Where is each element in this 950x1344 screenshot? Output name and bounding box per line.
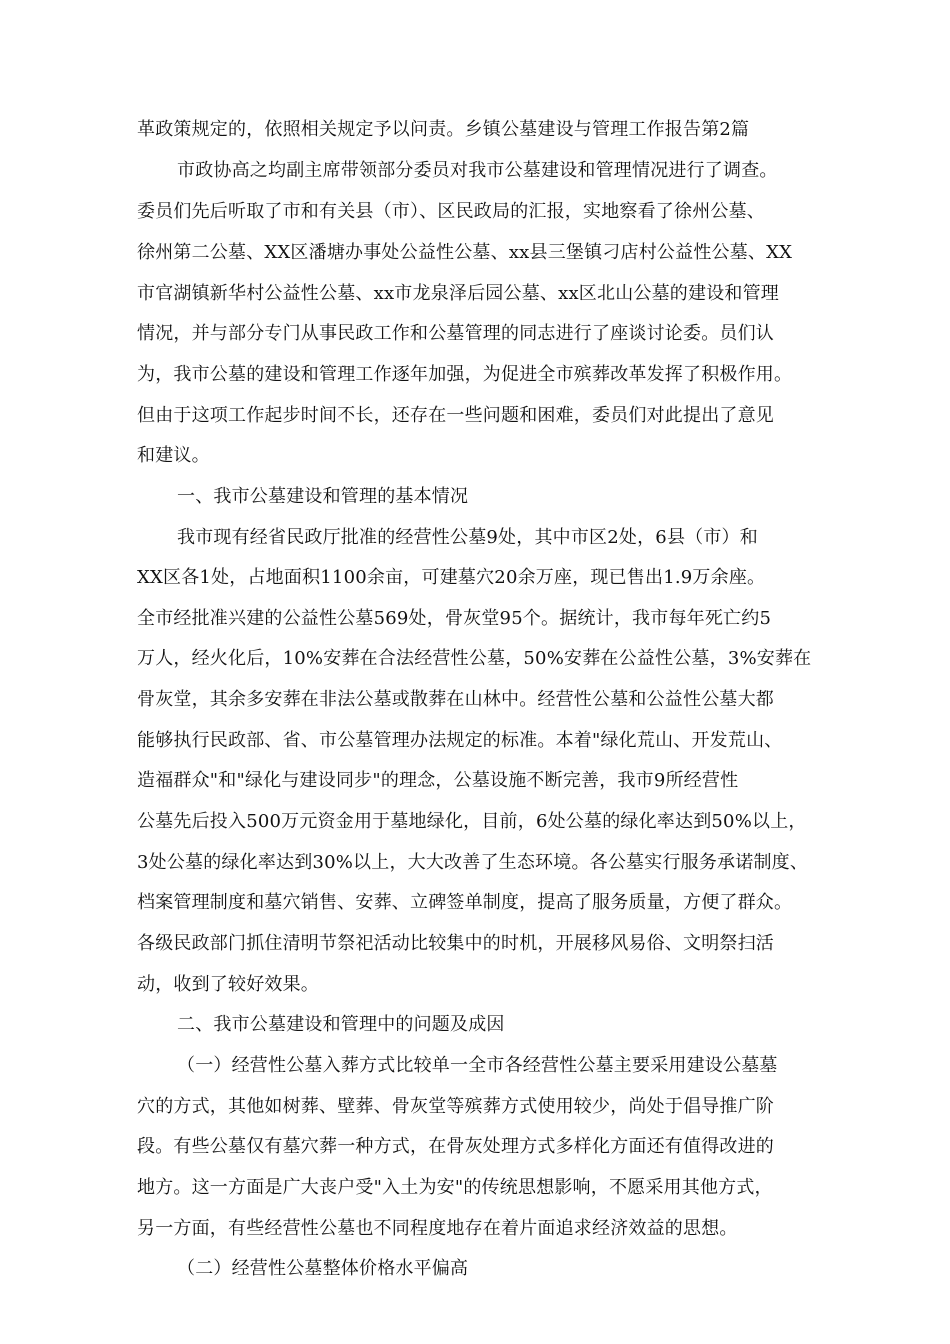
text-line: 档案管理制度和墓穴销售、安葬、立碑签单制度，提高了服务质量，方便了群众。 — [137, 892, 793, 913]
text-line: XX区各1处，占地面积1100余亩，可建墓穴20余万座，现已售出1.9万余座。 — [137, 567, 766, 588]
text-line: 动，收到了较好效果。 — [137, 974, 319, 995]
section-heading: 二、我市公墓建设和管理中的问题及成因 — [177, 1014, 505, 1035]
subsection-heading: （一）经营性公墓入葬方式比较单一全市各经营性公墓主要采用建设公墓墓 — [177, 1055, 778, 1076]
text-line: 造福群众"和"绿化与建设同步"的理念，公墓设施不断完善，我市9所经营性 — [137, 770, 739, 791]
text-line: 骨灰堂，其余多安葬在非法公墓或散葬在山林中。经营性公墓和公益性公墓大都 — [137, 689, 774, 710]
paragraph-start-line: 市政协高之均副主席带领部分委员对我市公墓建设和管理情况进行了调查。 — [177, 160, 778, 181]
text-line: 段。有些公墓仅有墓穴葬一种方式，在骨灰处理方式多样化方面还有值得改进的 — [137, 1136, 774, 1157]
text-line: 另一方面，有些经营性公墓也不同程度地存在着片面追求经济效益的思想。 — [137, 1218, 738, 1239]
text-line: 情况，并与部分专门从事民政工作和公墓管理的同志进行了座谈讨论委。员们认 — [137, 323, 774, 344]
text-line: 各级民政部门抓住清明节祭祀活动比较集中的时机，开展移风易俗、文明祭扫活 — [137, 933, 774, 954]
paragraph-start-line: 我市现有经省民政厅批准的经营性公墓9处，其中市区2处，6县（市）和 — [177, 527, 758, 548]
subsection-heading: （二）经营性公墓整体价格水平偏高 — [177, 1258, 469, 1279]
text-line: 徐州第二公墓、XX区潘塘办事处公益性公墓、xx县三堡镇刁店村公益性公墓、XX — [137, 242, 793, 263]
text-line: 和建议。 — [137, 445, 210, 466]
text-line: 穴的方式，其他如树葬、壁葬、骨灰堂等殡葬方式使用较少，尚处于倡导推广阶 — [137, 1096, 774, 1117]
section-heading: 一、我市公墓建设和管理的基本情况 — [177, 486, 469, 507]
text-line: 万人，经火化后，10%安葬在合法经营性公墓，50%安葬在公益性公墓，3%安葬在 — [137, 648, 812, 669]
text-line: 能够执行民政部、省、市公墓管理办法规定的标准。本着"绿化荒山、开发荒山、 — [137, 730, 783, 751]
text-line: 但由于这项工作起步时间不长，还存在一些问题和困难，委员们对此提出了意见 — [137, 405, 774, 426]
text-line: 地方。这一方面是广大丧户受"入土为安"的传统思想影响，不愿采用其他方式， — [137, 1177, 773, 1198]
text-line: 3处公墓的绿化率达到30%以上，大大改善了生态环境。各公墓实行服务承诺制度、 — [137, 852, 809, 873]
text-line: 公墓先后投入500万元资金用于墓地绿化，目前，6处公墓的绿化率达到50%以上， — [137, 811, 807, 832]
text-line: 市官湖镇新华村公益性公墓、xx市龙泉泽后园公墓、xx区北山公墓的建设和管理 — [137, 283, 780, 304]
text-line: 革政策规定的，依照相关规定予以问责。乡镇公墓建设与管理工作报告第2篇 — [137, 119, 750, 140]
text-line: 全市经批准兴建的公益性公墓569处，骨灰堂95个。据统计，我市每年死亡约5 — [137, 608, 772, 629]
text-line: 为，我市公墓的建设和管理工作逐年加强，为促进全市殡葬改革发挥了积极作用。 — [137, 364, 793, 385]
text-line: 委员们先后听取了市和有关县（市）、区民政局的汇报，实地察看了徐州公墓、 — [137, 201, 765, 222]
